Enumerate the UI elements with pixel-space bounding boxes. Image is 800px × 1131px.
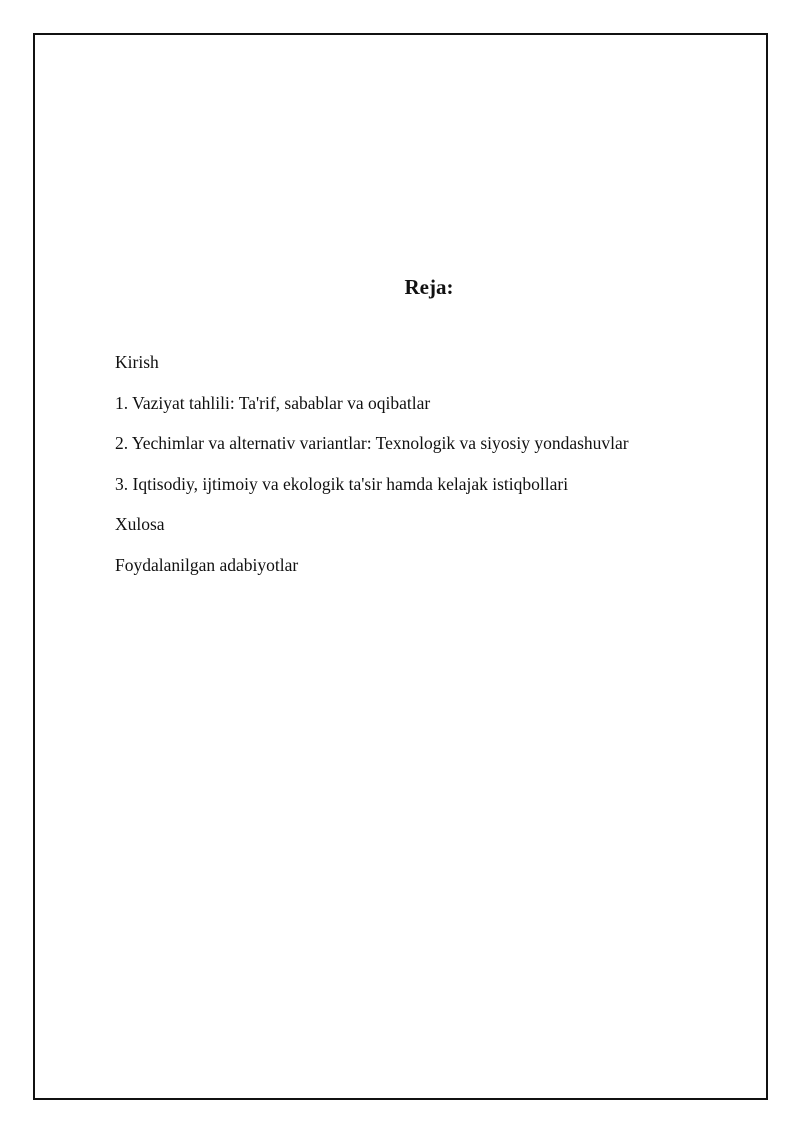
toc-item-situation-analysis: 1. Vaziyat tahlili: Ta'rif, sabablar va oqibatlar <box>115 392 431 413</box>
page-title: Reja: <box>404 275 454 299</box>
toc-item-solutions: 2. Yechimlar va alternativ variantlar: Texnologik va siyosiy yondashuvlar <box>115 433 629 453</box>
toc-item-references: Foydalanilgan adabiyotlar <box>115 554 299 575</box>
toc-item-conclusion: Xulosa <box>115 514 165 534</box>
toc-item-impact: 3. Iqtisodiy, ijtimoiy va ekologik ta'sir hamda kelajak istiqbollari <box>115 473 569 494</box>
table-of-contents <box>115 349 629 592</box>
toc-item-introduction: Kirish <box>115 352 159 372</box>
